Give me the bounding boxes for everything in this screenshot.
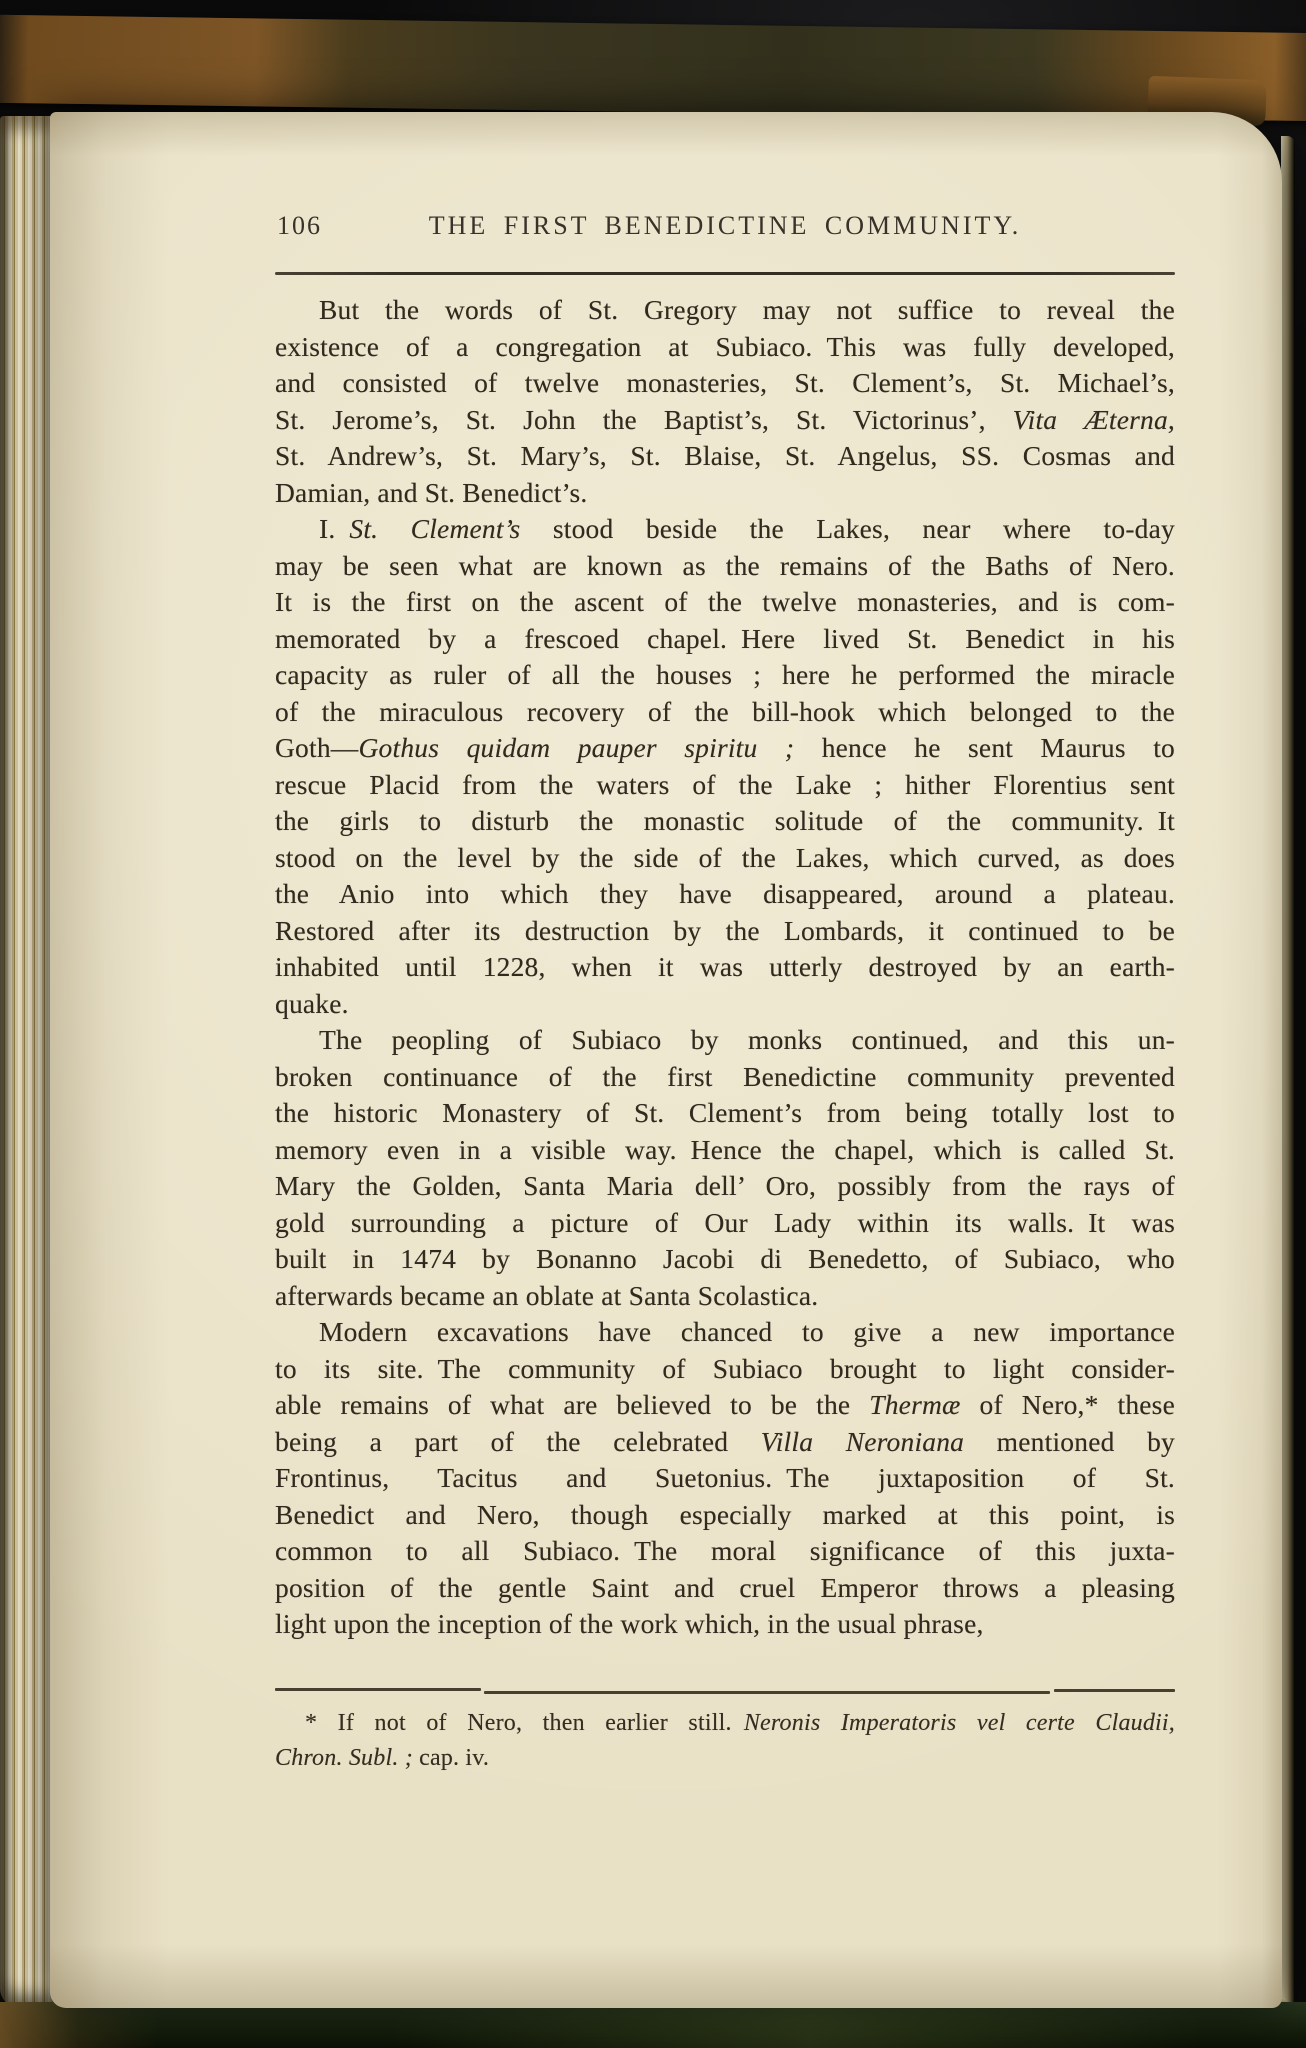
- paragraph: [275, 511, 1175, 1022]
- footnote-rule-segment: [1054, 1689, 1175, 1692]
- text-line: [275, 548, 1175, 585]
- text-line: [275, 657, 1175, 694]
- text-line: [275, 1095, 1175, 1132]
- text-line: [275, 803, 1175, 840]
- body-text: and consisted of twelve monasteries, St. Clement’s, St. Michael’s,: [275, 367, 1175, 398]
- italic-text: Gothus quidam pauper spiritu ;: [358, 732, 795, 763]
- body-text: St. Andrew’s, St. Mary’s, St. Blaise, St. Angelus, SS. Cosmas and: [275, 440, 1175, 471]
- italic-text: St. Clement’s: [349, 513, 521, 544]
- body-text: Restored after its destruction by the Lombards, it continued to be: [275, 914, 1175, 946]
- body-text: Frontinus, Tacitus and Suetonius. The juxtaposition of St.: [275, 1462, 1175, 1493]
- body-text: common to all Subiaco. The moral significance of this juxta-: [275, 1535, 1175, 1566]
- text-line: [275, 876, 1175, 913]
- footnote-rule: [275, 1688, 1175, 1696]
- body-text: St. Jerome’s, St. John the Baptist’s, St. Victorinus’,: [275, 403, 1013, 435]
- body-text: memory even in a visible way. Hence the chapel, which is called St.: [275, 1133, 1175, 1165]
- body-text: Modern excavations have chanced to give a new importance: [319, 1316, 1175, 1347]
- text-line: [275, 1351, 1175, 1388]
- text-line: [275, 292, 1175, 329]
- text-line: [275, 694, 1175, 731]
- text-line: [275, 1606, 1175, 1643]
- header-rule: [275, 272, 1175, 275]
- body-text: of Nero,* these: [960, 1389, 1175, 1420]
- body-text: light upon the inception of the work which, in the usual phrase,: [275, 1608, 984, 1639]
- body-text: hence he sent Maurus to: [794, 732, 1175, 763]
- italic-text: Vita Æterna,: [1012, 403, 1175, 435]
- body-text: stood on the level by the side of the Lakes, which curved, as does: [275, 841, 1175, 873]
- body-text: of the miraculous recovery of the bill-hook which belonged to the: [275, 695, 1175, 727]
- body-text: may be seen what are known as the remains of the Baths of Nero.: [275, 549, 1175, 581]
- text-line: [275, 1132, 1175, 1169]
- book-cover-bottom: [0, 2002, 1306, 2048]
- body-text: But the words of St. Gregory may not suffice to reveal the: [319, 294, 1175, 325]
- footnote-rule-segment: [484, 1691, 1050, 1694]
- body-text: Benedict and Nero, though especially marked at this point, is: [275, 1498, 1175, 1530]
- body-text: being a part of the celebrated: [275, 1425, 761, 1457]
- body-text: Damian, and St. Benedict’s.: [275, 476, 588, 508]
- body-text: the Anio into which they have disappeared, around a plateau.: [275, 878, 1175, 909]
- body-text: * If not of Nero, then earlier still.: [305, 1710, 744, 1736]
- body-text: built in 1474 by Bonanno Jacobi di Benedetto, of Subiaco, who: [275, 1243, 1175, 1274]
- text-line: [275, 767, 1175, 804]
- page-number: 106: [277, 211, 322, 240]
- text-line: [275, 621, 1175, 658]
- body-text: mentioned by: [964, 1425, 1175, 1457]
- body-text: the historic Monastery of St. Clement’s from being totally lost to: [275, 1097, 1175, 1128]
- page-header: [275, 208, 1175, 244]
- footnote: [275, 1706, 1175, 1776]
- text-line: [275, 840, 1175, 877]
- text-line: [275, 1059, 1175, 1096]
- text-line: [275, 1205, 1175, 1242]
- text-line: [275, 365, 1175, 402]
- italic-text: Villa Neroniana: [760, 1425, 965, 1457]
- text-line: [275, 1168, 1175, 1205]
- body-text: memorated by a frescoed chapel. Here lived St. Benedict in his: [275, 622, 1175, 654]
- text-line: [275, 913, 1175, 950]
- body-text: It is the first on the ascent of the twelve monasteries, and is com-: [275, 586, 1175, 617]
- body-text: I.: [319, 513, 350, 544]
- running-title: THE FIRST BENEDICTINE COMMUNITY.: [428, 211, 1022, 240]
- text-line: [275, 1570, 1175, 1607]
- body-text: stood beside the Lakes, near where to-day: [520, 513, 1175, 544]
- text-line: [275, 949, 1175, 986]
- text-line: [275, 1533, 1175, 1570]
- book-page: [50, 112, 1282, 2008]
- text-line: [275, 475, 1175, 512]
- italic-text: Neronis Imperatoris vel certe Claudii,: [743, 1710, 1175, 1736]
- body-text: broken continuance of the first Benedictine community prevented: [275, 1060, 1175, 1092]
- paragraph: [275, 292, 1175, 511]
- text-line: [275, 1022, 1175, 1059]
- text-line: [275, 730, 1175, 767]
- text-line: [275, 986, 1175, 1023]
- body-text: afterwards became an oblate at Santa Scolastica.: [275, 1279, 819, 1311]
- body-text: quake.: [275, 987, 349, 1019]
- paragraph: [275, 1022, 1175, 1314]
- text-line: [275, 402, 1175, 439]
- body-text: position of the gentle Saint and cruel Emperor throws a pleasing: [275, 1571, 1175, 1603]
- text-line: [275, 1241, 1175, 1278]
- page-fore-edges: [0, 116, 56, 2008]
- text-line: [275, 1460, 1175, 1497]
- text-line: [275, 1706, 1175, 1741]
- text-line: [275, 1278, 1175, 1315]
- text-line: [275, 329, 1175, 366]
- body-text: able remains of what are believed to be the: [275, 1389, 870, 1420]
- text-line: [275, 1424, 1175, 1461]
- body-text: The peopling of Subiaco by monks continued, and this un-: [319, 1024, 1175, 1055]
- body-text: to its site. The community of Subiaco brought to light consider-: [275, 1352, 1175, 1384]
- body-text: capacity as ruler of all the houses ; here he performed the miracle: [275, 659, 1175, 690]
- body-text: cap. iv.: [412, 1745, 490, 1771]
- body-text: Goth—: [275, 732, 359, 763]
- body-text: rescue Placid from the waters of the Lake ; hither Florentius sent: [275, 768, 1175, 800]
- text-line: [275, 1497, 1175, 1534]
- page-edge-right: [1281, 136, 1295, 2012]
- body-text: the girls to disturb the monastic solitude of the community. It: [275, 805, 1175, 836]
- text-line: [275, 584, 1175, 621]
- body-text: existence of a congregation at Subiaco. This was fully developed,: [275, 330, 1175, 362]
- body-text: gold surrounding a picture of Our Lady within its walls. It was: [275, 1206, 1175, 1238]
- paragraph: [275, 1314, 1175, 1643]
- footnote-rule-segment: [275, 1688, 481, 1691]
- text-line: [275, 1314, 1175, 1351]
- text-line: [275, 511, 1175, 548]
- italic-text: Thermæ: [869, 1389, 961, 1420]
- body-text: Mary the Golden, Santa Maria dell’ Oro, possibly from the rays of: [275, 1170, 1175, 1201]
- book-spine-top-edge: [0, 15, 1306, 122]
- italic-text: Chron. Subl. ;: [275, 1745, 413, 1771]
- text-line: [275, 438, 1175, 475]
- text-line: [275, 1387, 1175, 1424]
- body-paragraphs: [275, 292, 1175, 1643]
- text-line: [275, 1741, 1175, 1776]
- body-text: inhabited until 1228, when it was utterly destroyed by an earth-: [275, 951, 1175, 982]
